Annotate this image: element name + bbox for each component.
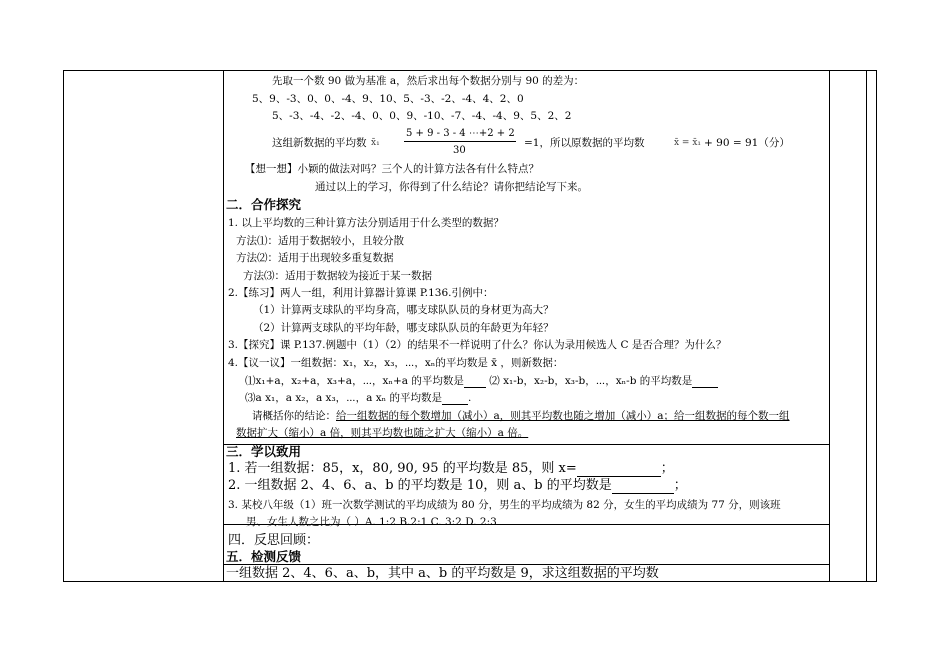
fraction-numerator: 5 + 9 - 3 - 4 ⋯+2 + 2 [406, 128, 515, 139]
question-4: 4.【议一议】一组数据：x₁，x₂，x₃，⋯，xₙ的平均数是 x̄ ，则新数据： [228, 357, 564, 369]
practice-2 [228, 478, 687, 494]
question-4-part-1 [245, 375, 718, 388]
row-divider [223, 564, 829, 565]
answer-blank[interactable] [464, 376, 486, 388]
avg-result: =1，所以原数据的平均数 [524, 137, 645, 149]
answer-blank[interactable] [442, 393, 468, 405]
avg-final: + 90 = 91（分） [704, 137, 790, 149]
question-4-part-3: ⑶a x₁，a x₂，a x₃，⋯，a xₙ 的平均数是 . [245, 392, 472, 404]
avg-label: 这组新数据的平均数 [272, 137, 367, 149]
method-3: 方法⑶：适用于数据较为接近于某一数据 [243, 270, 432, 282]
question-2b: （2）计算两支球队的平均年龄，哪支球队队员的年龄更为年轻？ [253, 322, 554, 334]
xbar1-symbol: x̄₁ [371, 138, 380, 148]
part-2-text: ⑵ x₁-b，x₂-b，x₃-b，⋯，xₙ-b 的平均数是 [489, 375, 693, 387]
summary-line-1 [252, 410, 790, 423]
practice-3-line-2: 男、女生人数之比为（ ）A. 1:2 B.2:1 C. 3:2 D. 2:3 [246, 516, 497, 528]
answer-blank[interactable] [577, 463, 661, 477]
method-2: 方法⑵：适用于出现较多重复数据 [236, 252, 394, 264]
conclude-prompt: 通过以上的学习，你得到了什么结论？请你把结论写下来。 [315, 181, 588, 193]
column-divider [223, 71, 224, 581]
section-4-title: 四．反思回顾： [228, 533, 320, 548]
data-diff-row-1: 5、9、-3、0、0、-4、9、10、5、-3、-2、-4、4、2、0 [252, 93, 524, 105]
practice-3-line-1: 3. 某校八年级（1）班一次数学测试的平均成绩为 80 分，男生的平均成绩为 82 分，女生的平均成绩为 77 分，则该班 [228, 499, 781, 511]
answer-blank[interactable] [612, 480, 674, 494]
column-divider [829, 71, 830, 581]
method-1: 方法⑴：适用于数据较小，且较分散 [236, 235, 404, 247]
fraction-denominator: 30 [453, 145, 466, 156]
question-2: 2.【练习】两人一组，利用计算器计算课 P.136.引例中： [228, 287, 494, 299]
fraction-bar [404, 141, 516, 142]
practice-1 [228, 461, 674, 477]
punct: ； [660, 461, 674, 476]
part-3-text: ⑶a x₁，a x₂，a x₃，⋯，a xₙ 的平均数是 [245, 392, 443, 404]
section-2-title: 二．合作探究 [226, 197, 302, 212]
answer-blank[interactable] [692, 376, 718, 388]
question-2a: （1）计算两支球队的平均身高，哪支球队队员的身材更为高大？ [253, 304, 554, 316]
think-prompt: 【想一想】小颖的做法对吗？三个人的计算方法各有什么特点？ [245, 163, 539, 175]
part-1-text: ⑴x₁+a，x₂+a，x₃+a，⋯，xₙ+a 的平均数是 [245, 375, 464, 387]
column-divider [866, 71, 867, 581]
summary-answer-1: 给一组数据的每个数增加（减小）a，则其平均数也随之增加（减小）a；给一组数据的每个数一组 [336, 410, 790, 422]
practice-1-text: 1. 若一组数据：85，x，80, 90, 95 的平均数是 85，则 x= [228, 461, 577, 476]
feedback-question: 一组数据 2、4、6、a、b，其中 a、b 的平均数是 9，求这组数据的平均数 [226, 566, 659, 581]
question-3: 3.【探究】课 P.137.例题中（1）（2）的结果不一样说明了什么？你认为录用候选人 C 是否合理？为什么？ [228, 339, 727, 351]
punct: ； [673, 478, 687, 493]
intro-line: 先取一个数 90 做为基准 a，然后求出每个数据分别与 90 的差为： [272, 75, 585, 87]
practice-2-text: 2. 一组数据 2、4、6、a、b 的平均数是 10，则 a、b 的平均数是 [228, 478, 612, 493]
summary-prompt: 请概括你的结论： [252, 410, 336, 422]
data-diff-row-2: 5、-3、-4、-2、-4、0、0、9、-10、-7、-4、-4、9、5、2、2 [272, 110, 572, 122]
section-3-title: 三．学以致用 [226, 444, 302, 459]
question-1: 1. 以上平均数的三种计算方法分别适用于什么类型的数据？ [228, 217, 504, 229]
xbar-symbol: x̄ = x̄₁ [674, 138, 702, 148]
row-divider [223, 444, 829, 445]
section-5-title: 五．检测反馈 [226, 549, 302, 564]
summary-answer-2: 数据扩大（缩小）a 倍，则其平均数也随之扩大（缩小）a 倍。 [236, 427, 529, 439]
